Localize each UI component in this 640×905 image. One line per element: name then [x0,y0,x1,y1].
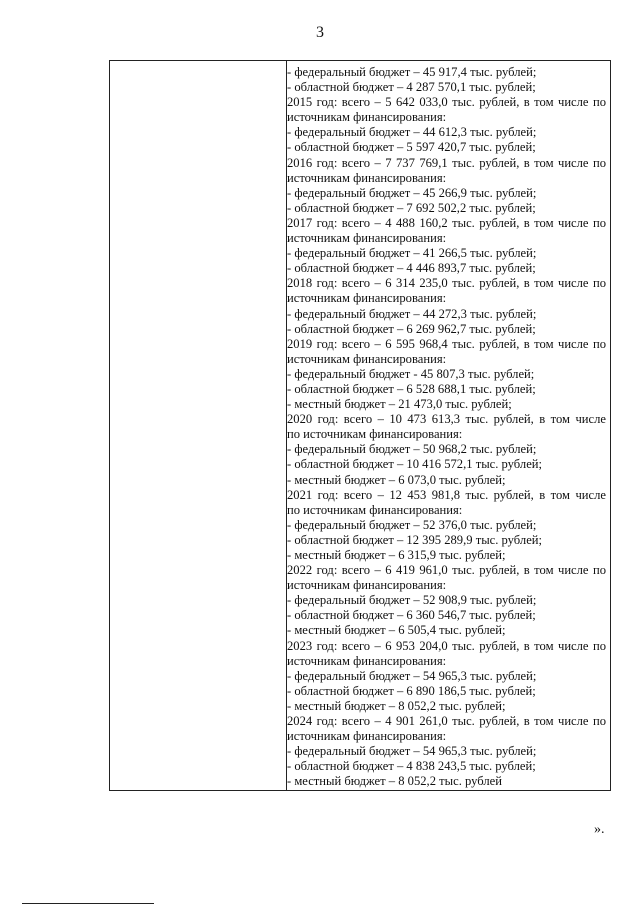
text-line: - местный бюджет – 8 052,2 тыс. рублей; [287,698,506,713]
text-line: источникам финансирования: [287,231,447,246]
text-line: - федеральный бюджет – 52 376,0 тыс. рублей; [287,517,537,532]
text-line: - областной бюджет – 4 446 893,7 тыс. рублей; [287,261,536,276]
text-line: - областной бюджет – 6 360 546,7 тыс. рублей; [287,608,536,623]
text-line: - областной бюджет – 6 890 186,5 тыс. рублей; [287,683,536,698]
text-line: - областной бюджет – 6 528 688,1 тыс. рублей; [287,381,536,396]
text-line: - местный бюджет – 6 073,0 тыс. рублей; [287,472,506,487]
text-line: 2022 год: всего – 6 419 961,0 тыс. рублей, в том числе по [287,563,606,578]
text-line: - федеральный бюджет – 50 968,2 тыс. рублей; [287,442,537,457]
text-line: источникам финансирования: [287,351,447,366]
text-line: - федеральный бюджет – 44 612,3 тыс. рублей; [287,125,537,140]
text-line: - областной бюджет – 10 416 572,1 тыс. рублей; [287,457,543,472]
text-line: 2023 год: всего – 6 953 204,0 тыс. рублей, в том числе по [287,638,606,653]
text-line: по источникам финансирования: [287,427,463,442]
text-line: - областной бюджет – 5 597 420,7 тыс. рублей; [287,140,536,155]
text-line: источникам финансирования: [287,578,447,593]
text-line: по источникам финансирования: [287,502,463,517]
closing-mark: ». [594,822,605,837]
text-line: источникам финансирования: [287,170,447,185]
text-line: - областной бюджет – 4 838 243,5 тыс. рублей; [287,759,536,774]
text-line: - местный бюджет – 21 473,0 тыс. рублей; [287,397,512,412]
page-number: 3 [316,24,324,41]
text-line: - федеральный бюджет – 54 965,3 тыс. рублей; [287,744,537,759]
text-line: - федеральный бюджет - 45 807,3 тыс. рублей; [287,366,535,381]
text-line: - областной бюджет – 4 287 570,1 тыс. рублей; [287,80,536,95]
text-line: 2016 год: всего – 7 737 769,1 тыс. рублей, в том числе по [287,155,606,170]
text-line: 2015 год: всего – 5 642 033,0 тыс. рублей, в том числе по [287,95,606,110]
table-left-cell [110,61,287,790]
table-right-cell [287,65,606,790]
text-line: - федеральный бюджет – 52 908,9 тыс. рублей; [287,593,537,608]
text-line: 2020 год: всего – 10 473 613,3 тыс. рублей, в том числе [287,412,606,427]
text-line: - местный бюджет – 6 505,4 тыс. рублей; [287,623,506,638]
text-line: источникам финансирования: [287,291,447,306]
text-line: 2021 год: всего – 12 453 981,8 тыс. рублей, в том числе [287,487,606,502]
text-line: 2024 год: всего – 4 901 261,0 тыс. рублей, в том числе по [287,714,606,729]
text-line: источникам финансирования: [287,729,447,744]
text-line: источникам финансирования: [287,653,447,668]
text-line: - местный бюджет – 8 052,2 тыс. рублей [287,774,502,789]
text-line: 2019 год: всего – 6 595 968,4 тыс. рублей, в том числе по [287,336,606,351]
financing-table [109,60,611,791]
text-line: - местный бюджет – 6 315,9 тыс. рублей; [287,548,506,562]
footnote-rule [22,903,154,904]
text-line: - федеральный бюджет – 44 272,3 тыс. рублей; [287,306,537,321]
text-line: - федеральный бюджет – 41 266,5 тыс. рублей; [287,246,537,261]
text-line: - областной бюджет – 6 269 962,7 тыс. рублей; [287,321,536,336]
text-line: - областной бюджет – 7 692 502,2 тыс. рублей; [287,200,536,215]
text-line: - областной бюджет – 12 395 289,9 тыс. рублей; [287,532,543,547]
text-line: 2017 год: всего – 4 488 160,2 тыс. рублей, в том числе по [287,215,606,230]
text-line: - федеральный бюджет – 45 917,4 тыс. рублей; [287,65,537,79]
text-line: - федеральный бюджет – 45 266,9 тыс. рублей; [287,185,537,200]
text-line: источникам финансирования: [287,110,447,125]
text-line: - федеральный бюджет – 54 965,3 тыс. рублей; [287,668,537,683]
text-line: 2018 год: всего – 6 314 235,0 тыс. рублей, в том числе по [287,276,606,291]
